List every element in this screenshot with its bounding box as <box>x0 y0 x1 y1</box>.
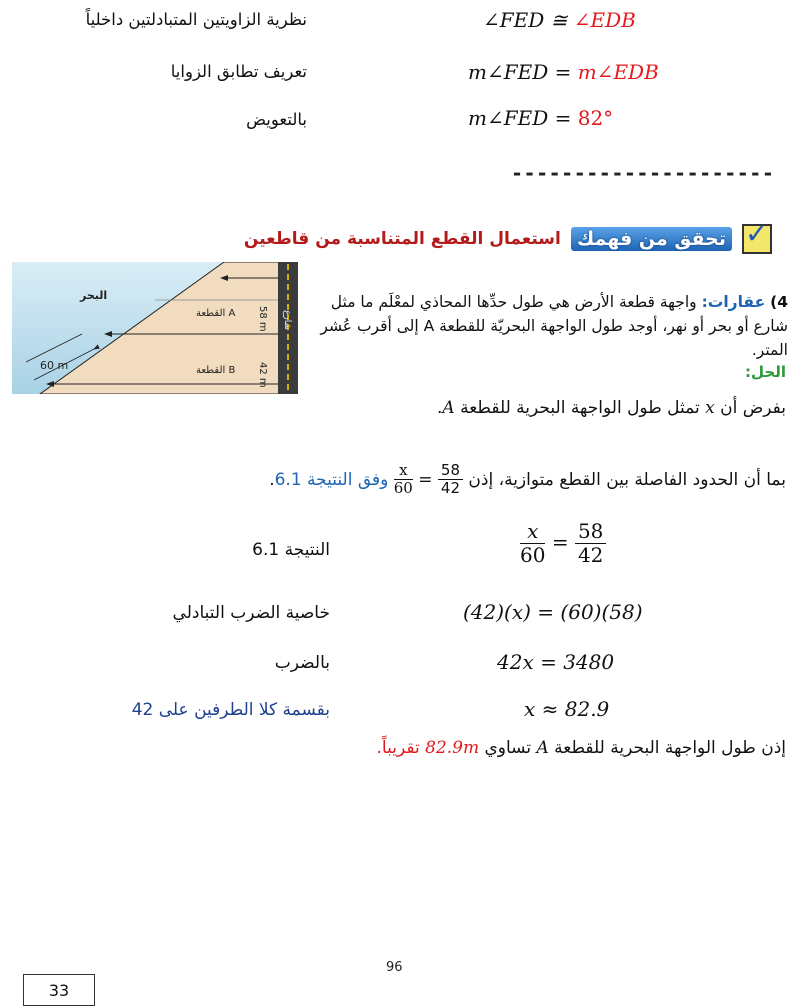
step-equation-3: 42x = 3480 <box>497 650 615 674</box>
step-equation-2: (42)(x) = (60)(58) <box>463 600 643 624</box>
proof-equation-2: m∠FED = m∠EDB <box>468 60 659 84</box>
proof-reason-2: تعريف تطابق الزوايا <box>170 62 307 81</box>
conclusion: إذن طول الواجهة البحرية للقطعة A تساوي 82.9m تقريباً. <box>376 738 786 758</box>
problem-topic: عقارات: <box>701 293 766 311</box>
step-reason-2: خاصية الضرب التبادلي <box>172 603 330 623</box>
step-reason-1: النتيجة 6.1 <box>252 540 330 560</box>
step-equation-4: x ≈ 82.9 <box>524 697 610 721</box>
problem-4 <box>296 290 788 362</box>
chapter-box-number: 33 <box>23 974 95 1006</box>
problem-text: واجهة قطعة الأرض هي طول حدِّها المحاذي لمعْلَم ما مثل شارع أو بحر أو نهر، أوجد طول الواجهة البحريّة للقطعة A إلى أقرب عُشر المتر. <box>320 293 788 359</box>
page-number: 96 <box>386 960 403 975</box>
section-title: استعمال القطع المتناسبة من قاطعين <box>243 229 561 249</box>
proof-reason-3: بالتعويض <box>246 110 307 129</box>
section-separator: --------------------- <box>511 161 775 185</box>
step-reason-4: بقسمة كلا الطرفين على 42 <box>131 700 330 720</box>
sea-length-label: 60 m <box>40 359 69 372</box>
sea-label: البحر <box>80 289 108 302</box>
proof-equation-1: ∠FED ≅ ∠EDB <box>483 8 636 32</box>
proof-reason-1: نظرية الزاويتين المتبادلتين داخلياً <box>85 10 307 29</box>
step-reason-3: بالضرب <box>274 653 330 673</box>
road-label: شارع <box>282 310 292 330</box>
step-equation-1: $\frac{x}{60}$ = $\frac{58}{42}$ <box>520 520 606 567</box>
side-b-length: 42 m <box>257 362 268 388</box>
check-understanding-label: تحقق من فهمك <box>571 227 732 251</box>
lot-b-label: القطعة B <box>196 365 236 376</box>
proof-equation-3: m∠FED = 82° <box>468 106 614 130</box>
side-a-length: 58 m <box>257 306 268 332</box>
parallel-statement: بما أن الحدود الفاصلة بين القطع متوازية، إذن $\frac{58}{42}$ = $\frac{x}{60}$ وفق النتيجة 6.1. <box>269 461 786 498</box>
lot-a-label: القطعة A <box>196 308 236 319</box>
lots-figure <box>12 262 298 394</box>
let-statement: بفرض أن x تمثل طول الواجهة البحرية للقطعة A. <box>437 398 786 418</box>
solution-label: الحل: <box>745 363 786 381</box>
check-understanding-header <box>243 217 772 254</box>
problem-number: 4) <box>770 293 788 311</box>
checkbox-icon: ✓ <box>742 224 772 254</box>
